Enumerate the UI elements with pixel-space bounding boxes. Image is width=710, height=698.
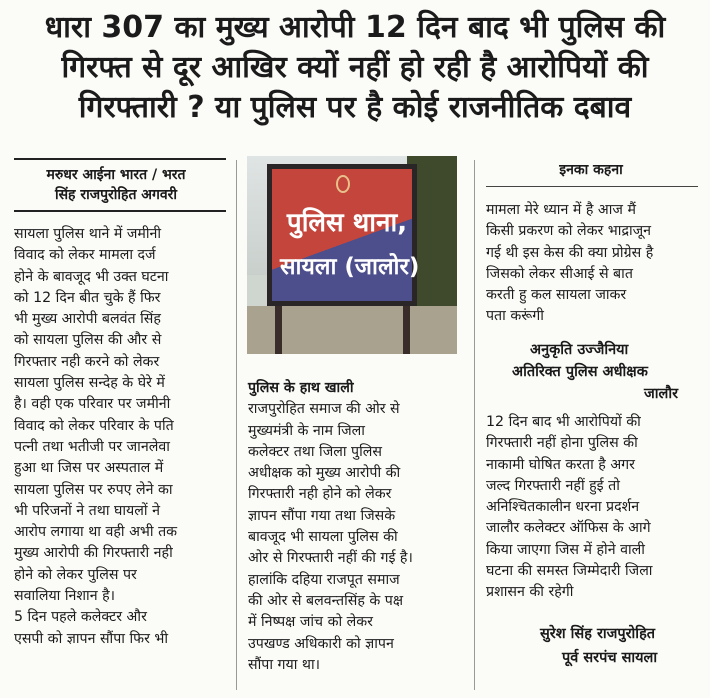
text-line: घटना की समस्त जिम्मेदारी जिला [486,563,653,580]
text-line: आरोप लगाया था वही अभी तक [14,524,178,541]
byline-bottom-rule [14,210,226,212]
text-line: अनिश्चितकालीन धरना प्रदर्शन [486,499,640,516]
text-line: हुआ था जिस पर अस्पताल में [14,460,164,477]
text-line: सायला पुलिस थाने में जमीनी [14,226,162,242]
sign-line-2: सायला (जालोर) [280,254,420,280]
text-line: मुख्यमंत्री के नाम जिला [248,422,365,439]
text-line: राजपुरोहित समाज की ओर से [248,401,400,418]
text-line: पत्नी तथा भतीजी पर जानलेवा [14,438,170,455]
text-line: गिरफ्तारी नहीं होना पुलिस की [486,435,638,452]
text-line: को सायला पुलिस की और से [14,332,162,349]
headline [10,8,700,128]
text-line: विवाद को लेकर परिवार के पति [14,417,174,434]
text-line: सायला पुलिस सन्देह के घेरे में [14,375,165,392]
text-line: पता करूंगी [486,308,544,325]
text-line: ज्ञापन सौंपा गया तथा जिसके [248,507,396,524]
signature-2-name: सुरेश सिंह राजपुरोहित [540,626,656,642]
text-line: मामला मेरे ध्यान में है आज मैं [486,202,636,218]
text-line: प्रशासन की रहेगी [486,584,574,601]
text-line: एसपी को ज्ञापन सौंपा फिर भी [14,630,169,647]
section-heading-rule [486,186,698,187]
text-line: सवालिया निशान है। [14,588,116,605]
text-line: नाकामी घोषित करता है अगर [486,456,635,473]
text-line: मुख्य आरोपी की गिरफ्तारी नही [14,545,173,562]
sign-line-1: पुलिस थाना, [286,208,408,238]
column-divider-1 [236,160,237,690]
text-line: सौंपा गया था। [248,656,321,673]
text-line: विवाद को लेकर मामला दर्ज [14,247,156,264]
text-line: हालांकि दहिया राजपूत समाज [248,571,400,588]
text-line: होने को लेकर पुलिस पर [14,566,137,583]
text-line: होने के बावजूद भी उक्त घटना [14,268,169,285]
text-line: को 12 दिन बीत चुके हैं फिर [14,289,161,306]
text-line: सायला पुलिस पर रुपए लेने का [14,481,173,498]
byline-line-1: मरुधर आईना भारत / भरत [46,167,186,183]
text-line: में निष्पक्ष जांच को लेकर [248,614,373,631]
subheading: पुलिस के हाथ खाली [248,380,354,396]
text-line: किया जाएगा जिस में होने वाली [486,541,645,558]
text-line: भी परिजनों ने तथा घायलों ने [14,502,160,519]
byline-line-2: सिंह राजपुरोहित अगवरी [54,187,178,203]
signature-1-place: जालौर [644,386,679,402]
text-line: 5 दिन पहले कलेक्टर और [14,609,147,626]
text-line: गिरफ्तारी नही होने को लेकर [248,486,392,503]
police-station-photo [247,156,457,354]
text-line: उपखण्ड अधिकारी को ज्ञापन [248,635,394,652]
byline [14,165,218,205]
text-line: भी मुख्य आरोपी बलवंत सिंह [14,311,161,328]
signature-2-title: पूर्व सरपंच सायला [562,650,658,666]
article-column-2 [248,378,468,676]
article-column-1 [14,224,224,650]
text-line: जिसको लेकर सीआई से बात [486,265,633,282]
text-line: कलेक्टर तथा जिला पुलिस [248,443,382,460]
column-divider-2 [474,160,475,690]
text-line: बावजूद भी सायला पुलिस की [248,529,398,546]
signature-1-name: अनुकृति उज्जैनिया [530,342,629,358]
quote-block-1 [486,200,696,328]
signature-1-title: अतिरिक्त पुलिस अधीक्षक [512,364,648,380]
text-line: किसी प्रकरण को लेकर भाद्राजून [486,223,652,240]
police-sign-board [267,164,420,306]
text-line: करती हु कल सायला जाकर [486,287,627,304]
text-line: जल्द गिरफ्तारी नहीं हुई तो [486,477,620,494]
text-line: गिरफ्तार नही करने को लेकर [14,353,160,370]
headline-line-2: गिरफ्त से दूर आखिर क्यों नहीं हो रही है आरोपियों की [61,50,649,85]
text-line: गई थी इस केस की क्या प्रोग्रेस है [486,244,654,261]
headline-line-1: धारा 307 का मुख्य आरोपी 12 दिन बाद भी पुलिस की [44,10,666,45]
police-emblem-icon [336,175,350,193]
text-line: 12 दिन बाद भी आरोपियों की [486,414,641,430]
text-line: अधीक्षक को मुख्य आरोपी की [248,465,401,482]
byline-top-rule [14,158,226,160]
text-line: है। वही एक परिवार पर जमीनी [14,396,171,413]
section-heading: इनका कहना [559,162,623,178]
text-line: ओर से गिरफ्तारी नहीं की गई है। [248,550,413,567]
sign-post-left [275,306,282,354]
headline-line-3: गिरफ्तारी ? या पुलिस पर है कोई राजनीतिक दबाव [78,90,632,125]
quote-block-2 [486,412,696,604]
text-line: जालौर कलेक्टर ऑफिस के आगे [486,520,651,537]
sign-post-right [403,306,410,354]
text-line: की ओर से बलवन्तसिंह के पक्ष [248,592,404,609]
